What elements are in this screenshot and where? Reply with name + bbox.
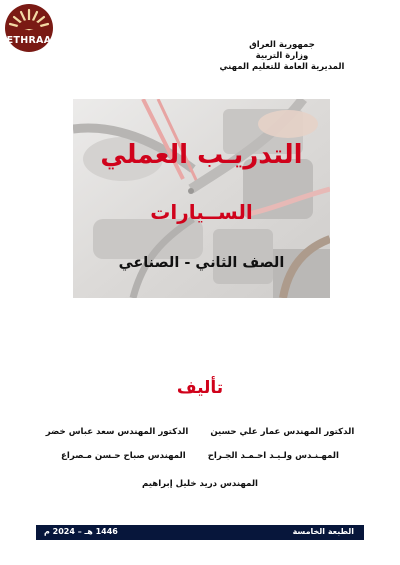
- edition-year: 1446 هـ – 2024 م: [44, 527, 118, 536]
- ethraa-logo: [4, 2, 54, 54]
- authors-heading: تأليف: [176, 378, 224, 398]
- book-title: التدريـب العملي: [100, 140, 303, 170]
- authors-row-2: [0, 451, 400, 461]
- directorate-line: المديرية العامة للتعليم المهني: [219, 62, 345, 72]
- logo-text: ETHRAA: [6, 35, 52, 46]
- ministry-line: وزارة التربية: [255, 51, 309, 61]
- authors-row-3: [0, 479, 400, 489]
- author-name: المهندس دريد خليل إبراهيم: [141, 479, 258, 489]
- book-grade: الصف الثاني - الصناعي: [118, 255, 285, 271]
- country-line: جمهورية العراق: [249, 40, 315, 50]
- author-name: المهـنـدس ولـيـد احـمـد الجـراح: [207, 451, 339, 461]
- authors-row-1: [0, 427, 400, 437]
- author-name: الدكتور المهندس عمار علي حسين: [210, 427, 355, 437]
- edition-label: الطبعة الخامسة: [292, 527, 354, 536]
- logo-emblem-icon: [4, 2, 54, 54]
- book-subject: الســيارات: [150, 200, 253, 224]
- author-name: المهندس صباح حـسن مـصراع: [61, 451, 186, 461]
- edition-footer: [36, 525, 364, 540]
- author-name: الدكتور المهندس سعد عباس خضر: [45, 427, 189, 437]
- ministry-header: [202, 40, 362, 73]
